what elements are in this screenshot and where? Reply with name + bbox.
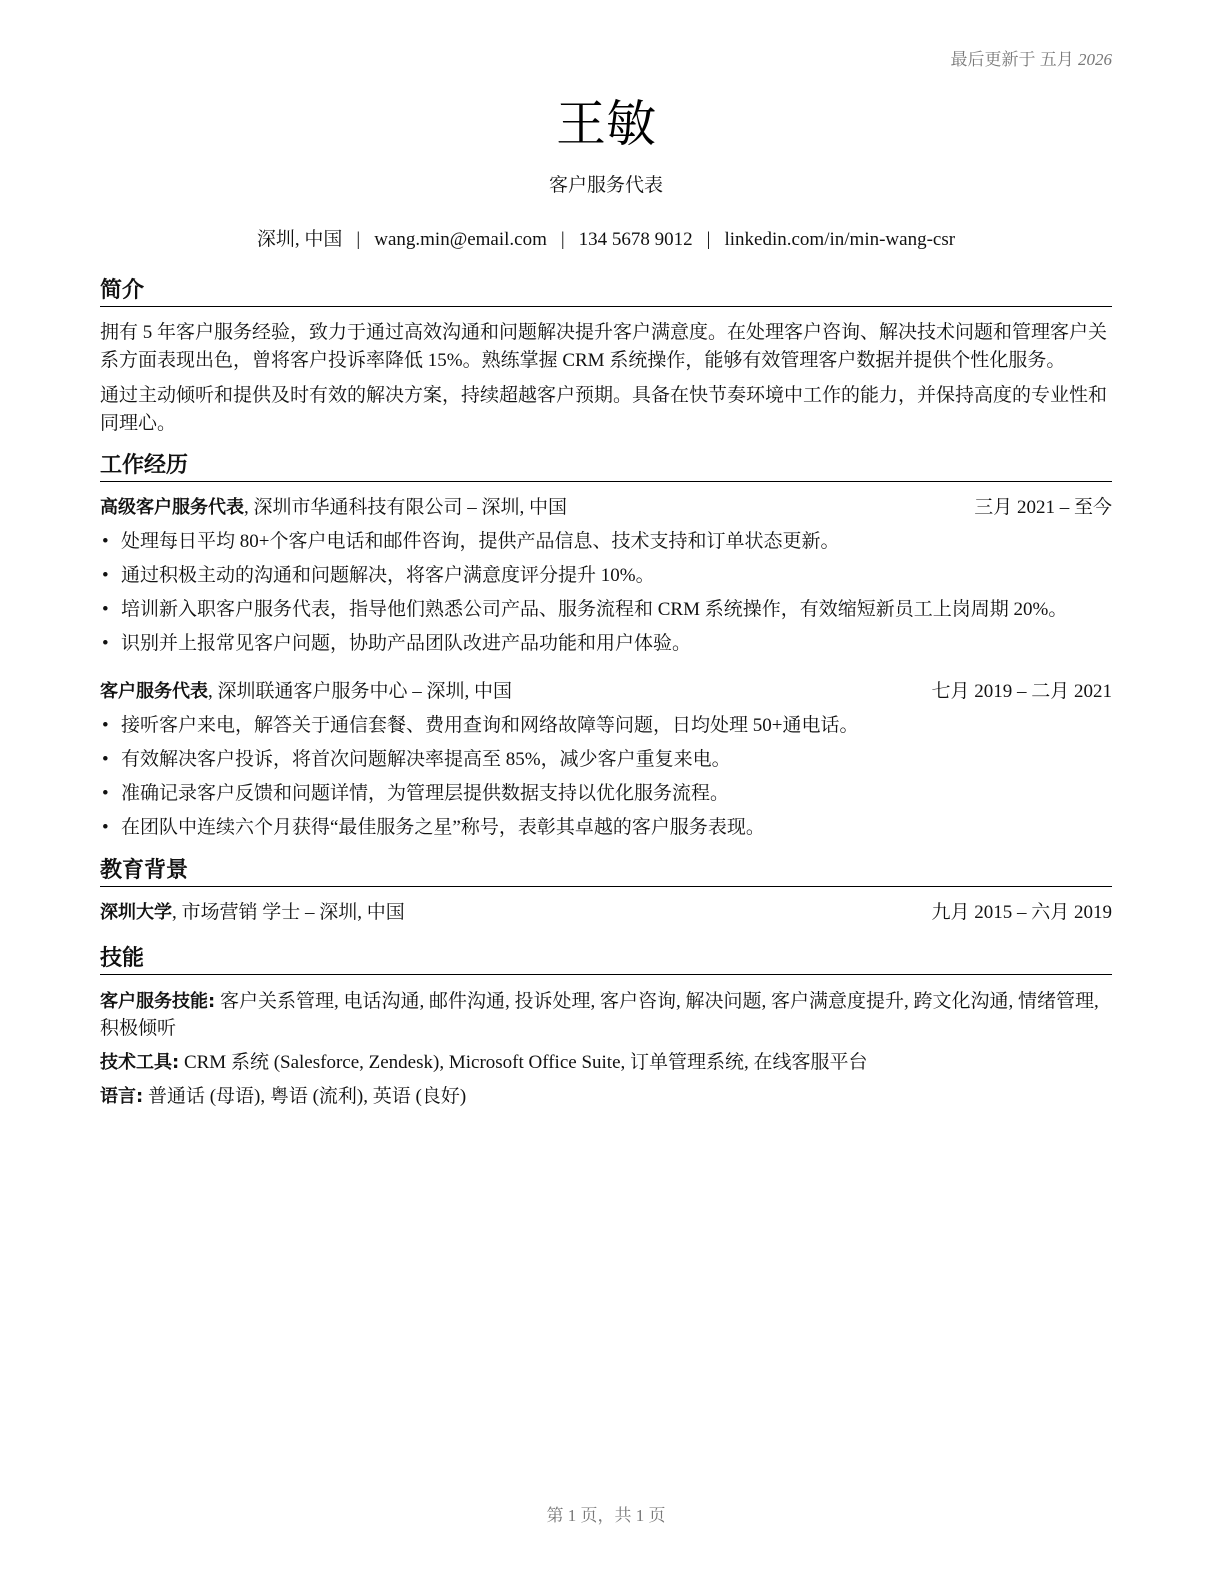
skill-label: 技术工具: xyxy=(100,1052,180,1073)
candidate-name: 王敏 xyxy=(556,95,656,153)
job-header xyxy=(100,494,1112,522)
job-bullet: • 处理每日平均 80+个客户电话和邮件咨询，提供产品信息、技术支持和订单状态更新。 xyxy=(100,528,1112,556)
education-dates: 九月 2015 – 六月 2019 xyxy=(931,902,1112,923)
skill-label: 语言: xyxy=(100,1086,144,1107)
page-number: 第 1 页，共 1 页 xyxy=(546,1506,666,1525)
job-bullet: • 培训新入职客户服务代表，指导他们熟悉公司产品、服务流程和 CRM 系统操作，有效缩短新员工上岗周期 20%。 xyxy=(100,596,1112,624)
education-section xyxy=(100,857,1112,927)
job-header xyxy=(100,678,1112,706)
skill-value: 客户关系管理, 电话沟通, 邮件沟通, 投诉处理, 客户咨询, 解决问题, 客户满意度提升, 跨文化沟通, 情绪管理, 积极倾听 xyxy=(100,991,1099,1039)
job-title: 客户服务代表 xyxy=(548,175,663,196)
last-updated xyxy=(951,45,1113,70)
job-role: 高级客户服务代表 xyxy=(100,497,244,518)
job-organization: , 深圳联通客户服务中心 – 深圳, 中国 xyxy=(208,681,513,702)
contact-location: 深圳, 中国 xyxy=(256,229,343,250)
job-bullet: • 通过积极主动的沟通和问题解决，将客户满意度评分提升 10%。 xyxy=(100,562,1112,590)
job-bullet: • 识别并上报常见客户问题，协助产品团队改进产品功能和用户体验。 xyxy=(100,630,1112,658)
experience-section xyxy=(100,452,1112,842)
contact-separator: | xyxy=(356,229,361,250)
education-entry xyxy=(100,899,1112,927)
job-dates: 三月 2021 – 至今 xyxy=(974,497,1112,518)
contact-email-link[interactable]: wang.min@email.com xyxy=(374,229,547,250)
contact-linkedin-link[interactable]: linkedin.com/in/min-wang-csr xyxy=(724,229,956,250)
skill-line xyxy=(100,988,1112,1042)
school-name: 深圳大学 xyxy=(100,902,172,923)
job-bullets xyxy=(100,528,1112,658)
degree-detail: , 市场营销 学士 – 深圳, 中国 xyxy=(172,902,405,923)
last-updated-label: 最后更新于 五月 xyxy=(950,50,1074,69)
contact-separator: | xyxy=(560,229,565,250)
job-bullet: • 接听客户来电，解答关于通信套餐、费用查询和网络故障等问题，日均处理 50+通电话。 xyxy=(100,712,1112,740)
job-organization: , 深圳市华通科技有限公司 – 深圳, 中国 xyxy=(244,497,568,518)
skill-value: CRM 系统 (Salesforce, Zendesk), Microsoft Office Suite, 订单管理系统, 在线客服平台 xyxy=(179,1052,868,1073)
job-role: 客户服务代表 xyxy=(100,681,208,702)
last-updated-year: 2026 xyxy=(1078,50,1112,69)
contact-line xyxy=(100,224,1112,251)
skill-line xyxy=(100,1083,1112,1110)
section-heading-summary: 简介 xyxy=(100,277,1112,307)
summary-paragraph: 通过主动倾听和提供及时有效的解决方案，持续超越客户预期。具备在快节奏环境中工作的能力，并保持高度的专业性和同理心。 xyxy=(100,385,1108,434)
job-entry xyxy=(100,678,1112,842)
skill-label: 客户服务技能: xyxy=(100,991,216,1012)
job-entry xyxy=(100,494,1112,658)
job-bullets xyxy=(100,712,1112,842)
summary-section xyxy=(100,277,1112,438)
job-bullet: • 有效解决客户投诉，将首次问题解决率提高至 85%，减少客户重复来电。 xyxy=(100,746,1112,774)
contact-separator: | xyxy=(706,229,711,250)
contact-phone: 134 5678 9012 xyxy=(578,229,693,250)
skill-line xyxy=(100,1049,1112,1076)
job-dates: 七月 2019 – 二月 2021 xyxy=(931,681,1112,702)
summary-paragraph: 拥有 5 年客户服务经验，致力于通过高效沟通和问题解决提升客户满意度。在处理客户咨询、解决技术问题和管理客户关系方面表现出色，曾将客户投诉率降低 15%。熟练掌握 CRM 系统操作，能够有效管理客户数据并提供个性化服务。 xyxy=(100,322,1108,371)
section-heading-education: 教育背景 xyxy=(100,857,1112,887)
job-bullet: • 在团队中连续六个月获得“最佳服务之星”称号，表彰其卓越的客户服务表现。 xyxy=(100,814,1112,842)
skills-section xyxy=(100,945,1112,1110)
resume-page xyxy=(100,0,1112,1584)
section-heading-experience: 工作经历 xyxy=(100,452,1112,482)
section-heading-skills: 技能 xyxy=(100,945,1112,975)
job-bullet: • 准确记录客户反馈和问题详情，为管理层提供数据支持以优化服务流程。 xyxy=(100,780,1112,808)
skill-value: 普通话 (母语), 粤语 (流利), 英语 (良好) xyxy=(143,1086,467,1107)
